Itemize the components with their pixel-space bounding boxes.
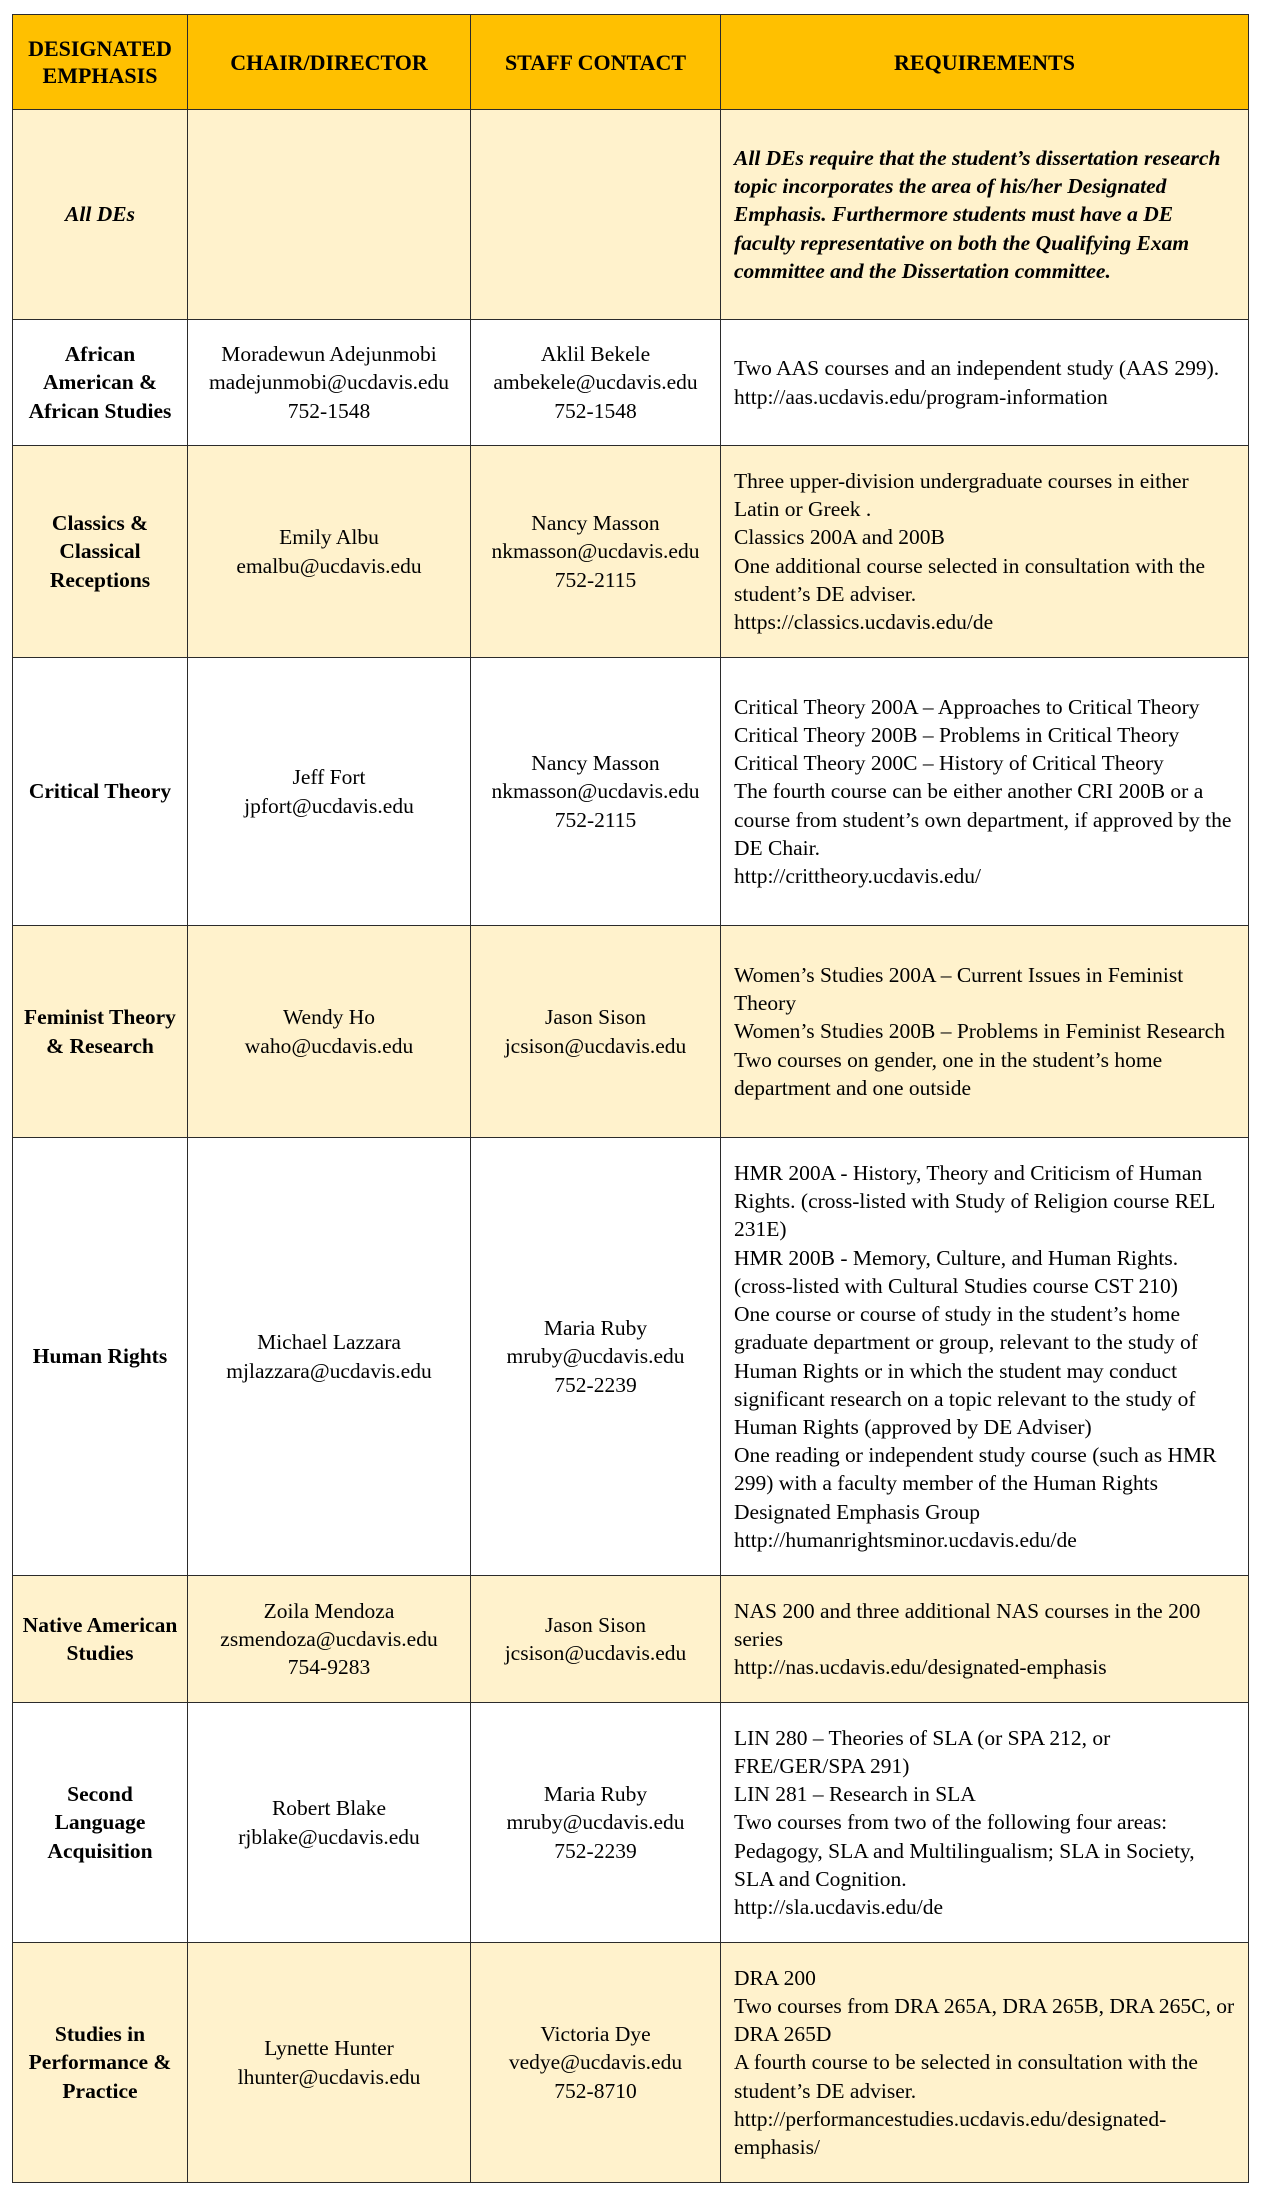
requirement-line: Three upper-division undergraduate courses in either Latin or Greek . bbox=[734, 468, 1189, 522]
chair-name: Wendy Ho bbox=[282, 1005, 375, 1030]
staff-phone: 752-2115 bbox=[554, 567, 637, 592]
de-name: Second Language Acquisition bbox=[13, 1703, 188, 1943]
table-row-classics bbox=[13, 446, 1249, 658]
chair-cell bbox=[188, 1138, 471, 1576]
staff-phone: 752-2239 bbox=[554, 1372, 637, 1397]
staff-email[interactable]: nkmasson@ucdavis.edu bbox=[491, 779, 700, 804]
requirement-line: Critical Theory 200A – Approaches to Critical Theory bbox=[734, 694, 1200, 719]
requirements-cell bbox=[721, 1576, 1249, 1703]
table-row-african-american-studies bbox=[13, 320, 1249, 446]
requirement-line: Classics 200A and 200B bbox=[734, 525, 945, 550]
chair-cell bbox=[188, 1576, 471, 1703]
header-designated-emphasis: DESIGNATED EMPHASIS bbox=[13, 15, 188, 110]
chair-cell bbox=[188, 110, 471, 320]
staff-email[interactable]: ambekele@ucdavis.edu bbox=[493, 370, 698, 395]
chair-cell bbox=[188, 926, 471, 1138]
staff-cell bbox=[471, 1576, 721, 1703]
requirement-line: Two courses from DRA 265A, DRA 265B, DRA 265C, or DRA 265D bbox=[734, 1993, 1235, 2047]
requirement-line: Two AAS courses and an independent study (AAS 299). bbox=[734, 356, 1220, 381]
staff-email[interactable]: mruby@ucdavis.edu bbox=[506, 1810, 685, 1835]
staff-cell bbox=[471, 446, 721, 658]
de-name: African American & African Studies bbox=[13, 320, 188, 446]
chair-cell bbox=[188, 1943, 471, 2183]
requirement-link[interactable]: http://crittheory.ucdavis.edu/ bbox=[734, 864, 981, 888]
de-name: Feminist Theory & Research bbox=[13, 926, 188, 1138]
table-row-second-language-acquisition bbox=[13, 1703, 1249, 1943]
chair-phone: 752-1548 bbox=[287, 398, 371, 423]
staff-phone: 752-1548 bbox=[554, 398, 637, 423]
staff-name: Victoria Dye bbox=[540, 2022, 651, 2047]
staff-cell bbox=[471, 1943, 721, 2183]
requirement-line: HMR 200B - Memory, Culture, and Human Rights. (cross-listed with Cultural Studies course CST 210) bbox=[734, 1245, 1179, 1298]
de-name: Studies in Performance & Practice bbox=[13, 1943, 188, 2183]
staff-name: Nancy Masson bbox=[531, 511, 660, 536]
chair-name: Michael Lazzara bbox=[257, 1330, 401, 1355]
chair-email[interactable]: lhunter@ucdavis.edu bbox=[237, 2064, 421, 2089]
requirements-cell bbox=[721, 1138, 1249, 1576]
staff-cell bbox=[471, 1703, 721, 1943]
staff-cell bbox=[471, 1138, 721, 1576]
staff-name: Maria Ruby bbox=[543, 1782, 648, 1807]
chair-cell bbox=[188, 320, 471, 446]
chair-email[interactable]: zsmendoza@ucdavis.edu bbox=[220, 1626, 438, 1651]
staff-name: Nancy Masson bbox=[531, 751, 660, 776]
staff-email[interactable]: vedye@ucdavis.edu bbox=[508, 2050, 683, 2075]
requirements-cell: All DEs require that the student’s dissertation research topic incorporates the area of his/her Designated Emphasis. Furthermore students must have a DE faculty representative on both the Qualifying Exam committee and the Dissertation committee. bbox=[721, 110, 1249, 320]
chair-name: Lynette Hunter bbox=[264, 2036, 394, 2061]
requirement-line: Critical Theory 200C – History of Critical Theory bbox=[734, 751, 1164, 776]
table-row-human-rights bbox=[13, 1138, 1249, 1576]
de-name: All DEs bbox=[13, 110, 188, 320]
requirements-cell bbox=[721, 658, 1249, 926]
chair-name: Zoila Mendoza bbox=[263, 1598, 395, 1623]
staff-name: Aklil Bekele bbox=[540, 342, 651, 367]
de-name: Human Rights bbox=[13, 1138, 188, 1576]
chair-email[interactable]: waho@ucdavis.edu bbox=[244, 1033, 414, 1058]
de-name: Critical Theory bbox=[13, 658, 188, 926]
table-row-native-american-studies bbox=[13, 1576, 1249, 1703]
staff-name: Jason Sison bbox=[545, 1612, 646, 1637]
chair-name: Emily Albu bbox=[279, 525, 379, 550]
requirement-line: DRA 200 bbox=[734, 1965, 816, 1990]
requirement-line: The fourth course can be either another CRI 200B or a course from student’s own department, if approved by the DE Chair. bbox=[734, 779, 1232, 860]
requirement-line: Two courses on gender, one in the student’s home department and one outside bbox=[734, 1047, 1163, 1100]
staff-cell bbox=[471, 926, 721, 1138]
requirement-line: NAS 200 and three additional NAS courses in the 200 series bbox=[734, 1598, 1201, 1651]
staff-name: Jason Sison bbox=[545, 1005, 646, 1030]
staff-email[interactable]: nkmasson@ucdavis.edu bbox=[491, 539, 700, 564]
staff-email[interactable]: jcsison@ucdavis.edu bbox=[504, 1641, 687, 1665]
de-requirements-table bbox=[12, 14, 1249, 2183]
header-row bbox=[13, 15, 1249, 110]
requirement-line: One additional course selected in consultation with the student’s DE adviser. bbox=[734, 553, 1206, 606]
staff-cell bbox=[471, 110, 721, 320]
requirement-line: One reading or independent study course (such as HMR 299) with a faculty member of the Human Rights Designated Emphasis Group bbox=[734, 1443, 1217, 1524]
staff-cell bbox=[471, 320, 721, 446]
requirement-line: LIN 280 – Theories of SLA (or SPA 212, or FRE/GER/SPA 291) bbox=[734, 1725, 1111, 1778]
requirement-link[interactable]: https://classics.ucdavis.edu/de bbox=[734, 609, 994, 634]
requirements-cell bbox=[721, 1943, 1249, 2183]
header-requirements: REQUIREMENTS bbox=[721, 15, 1249, 110]
de-name: Classics & Classical Receptions bbox=[13, 446, 188, 658]
requirement-line: Women’s Studies 200B – Problems in Feminist Research bbox=[734, 1019, 1225, 1044]
chair-cell bbox=[188, 658, 471, 926]
requirement-line: Women’s Studies 200A – Current Issues in Feminist Theory bbox=[734, 962, 1184, 1016]
requirement-link[interactable]: http://aas.ucdavis.edu/program-information bbox=[734, 384, 1108, 409]
requirement-link[interactable]: http://sla.ucdavis.edu/de bbox=[734, 1895, 943, 1919]
chair-email[interactable]: mjlazzara@ucdavis.edu bbox=[226, 1358, 432, 1383]
table-row-critical-theory bbox=[13, 658, 1249, 926]
requirement-line: Two courses from two of the following four areas: Pedagogy, SLA and Multilingualism; SLA in Society, SLA and Cognition. bbox=[734, 1810, 1195, 1891]
requirement-line: A fourth course to be selected in consultation with the student’s DE adviser. bbox=[734, 2050, 1198, 2103]
de-requirements-table-wrapper bbox=[12, 14, 1248, 2183]
requirement-link[interactable]: http://performancestudies.ucdavis.edu/designated-emphasis/ bbox=[734, 2106, 1167, 2159]
table-row-all-des bbox=[13, 110, 1249, 320]
requirements-cell bbox=[721, 446, 1249, 658]
chair-email[interactable]: rjblake@ucdavis.edu bbox=[238, 1824, 420, 1849]
requirement-link[interactable]: http://humanrightsminor.ucdavis.edu/de bbox=[734, 1527, 1077, 1552]
staff-phone: 752-2115 bbox=[554, 807, 637, 832]
staff-phone: 752-2239 bbox=[554, 1838, 637, 1863]
requirements-cell bbox=[721, 1703, 1249, 1943]
requirement-line: HMR 200A - History, Theory and Criticism of Human Rights. (cross-listed with Study of Religion course REL 231E) bbox=[734, 1161, 1215, 1242]
requirements-cell bbox=[721, 320, 1249, 446]
chair-name: Jeff Fort bbox=[292, 765, 366, 790]
chair-email[interactable]: emalbu@ucdavis.edu bbox=[236, 553, 422, 578]
chair-cell bbox=[188, 446, 471, 658]
chair-email[interactable]: madejunmobi@ucdavis.edu bbox=[208, 370, 450, 395]
chair-phone: 754-9283 bbox=[287, 1655, 371, 1680]
requirement-line: LIN 281 – Research in SLA bbox=[734, 1782, 976, 1807]
staff-phone: 752-8710 bbox=[554, 2078, 637, 2103]
requirement-line: Critical Theory 200B – Problems in Critical Theory bbox=[734, 722, 1180, 747]
staff-email[interactable]: mruby@ucdavis.edu bbox=[506, 1344, 685, 1369]
requirements-cell bbox=[721, 926, 1249, 1138]
staff-email[interactable]: jcsison@ucdavis.edu bbox=[504, 1033, 687, 1058]
requirement-link[interactable]: http://nas.ucdavis.edu/designated-emphasis bbox=[734, 1655, 1107, 1680]
header-staff-contact: STAFF CONTACT bbox=[471, 15, 721, 110]
de-name: Native American Studies bbox=[13, 1576, 188, 1703]
chair-cell bbox=[188, 1703, 471, 1943]
table-row-performance-practice bbox=[13, 1943, 1249, 2183]
chair-email[interactable]: jpfort@ucdavis.edu bbox=[244, 793, 414, 818]
header-chair-director: CHAIR/DIRECTOR bbox=[188, 15, 471, 110]
staff-cell bbox=[471, 658, 721, 926]
table-row-feminist-theory bbox=[13, 926, 1249, 1138]
requirement-line: One course or course of study in the student’s home graduate department or group, relevant to the study of Human Rights or in which the student may conduct significant research on a topic relevant to the study of Human Rights (approved by DE Adviser) bbox=[734, 1302, 1198, 1439]
chair-name: Robert Blake bbox=[271, 1796, 387, 1821]
chair-name: Moradewun Adejunmobi bbox=[221, 342, 437, 367]
staff-name: Maria Ruby bbox=[543, 1316, 648, 1341]
